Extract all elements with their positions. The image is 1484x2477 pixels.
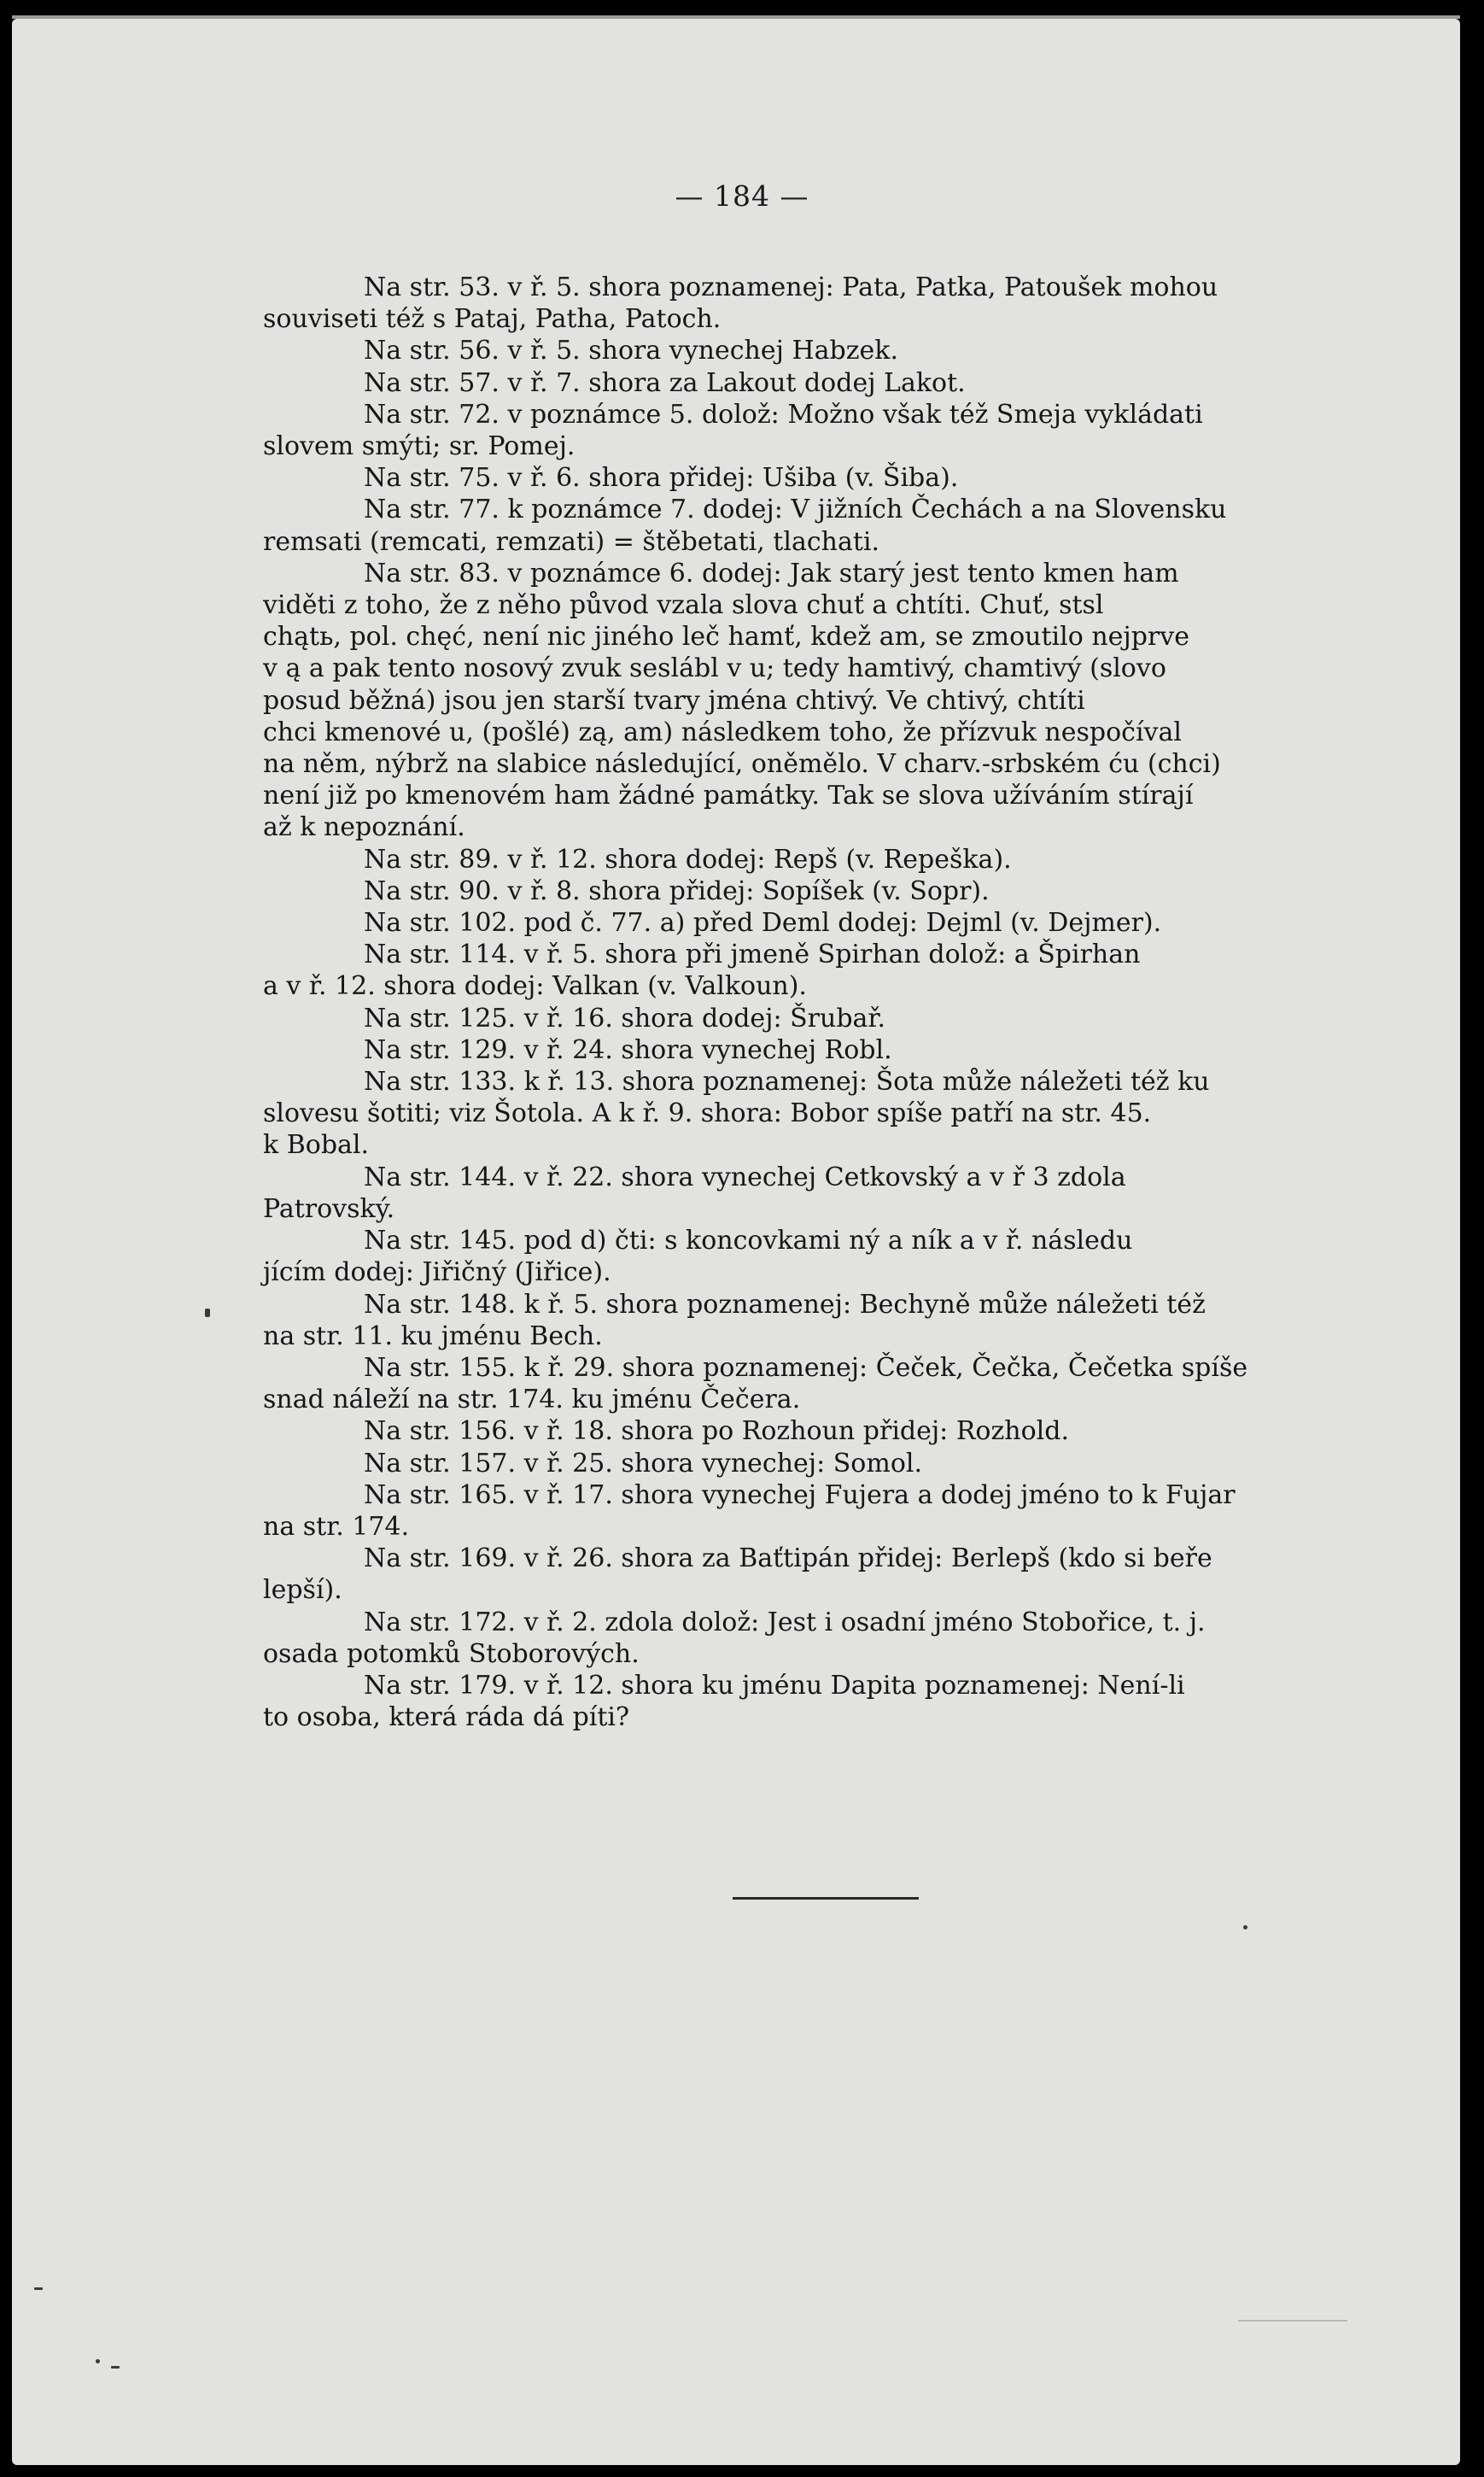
text-line: lepší). bbox=[263, 1575, 342, 1606]
text-line: Na str. 114. v ř. 5. shora při jmeně Spirhan dolož: a Špirhan bbox=[364, 940, 1141, 970]
text-line: chątь, pol. chęć, není nic jiného leč hamť, kdež am, se zmoutilo nejprve bbox=[263, 622, 1189, 653]
text-line: na str. 11. ku jménu Bech. bbox=[263, 1320, 603, 1351]
text-line: slovesu šotiti; viz Šotola. A k ř. 9. shora: Bobor spíše patří na str. 45. bbox=[263, 1098, 1152, 1129]
text-line: Na str. 90. v ř. 8. shora přidej: Sopíšek (v. Sopr). bbox=[364, 875, 990, 906]
text-line: snad náleží na str. 174. ku jménu Čečera. bbox=[263, 1385, 801, 1415]
text-line: na str. 174. bbox=[263, 1511, 410, 1542]
text-line: a v ř. 12. shora dodej: Valkan (v. Valkoun). bbox=[263, 971, 807, 1002]
text-line: souviseti též s Pataj, Patha, Patoch. bbox=[263, 304, 722, 335]
page-number: — 184 — bbox=[675, 179, 809, 213]
text-line: Na str. 144. v ř. 22. shora vynechej Cetkovský a v ř 3 zdola bbox=[364, 1162, 1126, 1192]
text-line: Na str. 156. v ř. 18. shora po Rozhoun přidej: Rozhold. bbox=[364, 1416, 1069, 1447]
faint-rule-mark bbox=[1238, 2320, 1347, 2322]
text-line: Na str. 75. v ř. 6. shora přidej: Ušiba (v. Šiba). bbox=[364, 463, 959, 494]
text-line: až k nepoznání. bbox=[263, 812, 465, 843]
text-line: remsati (remcati, remzati) = štěbetati, tlachati. bbox=[263, 526, 880, 557]
text-line: slovem smýti; sr. Pomej. bbox=[263, 431, 575, 462]
text-line: Na str. 165. v ř. 17. shora vynechej Fujera a dodej jméno to k Fujar bbox=[364, 1479, 1236, 1510]
text-line: Na str. 77. k poznámce 7. dodej: V jižních Čechách a na Slovensku bbox=[364, 495, 1227, 525]
text-line: viděti z toho, že z něho původ vzala slova chuť a chtíti. Chuť, stsl bbox=[263, 590, 1104, 621]
text-line: chci kmenové u, (pošlé) zą, am) následkem toho, že přízvuk nespočíval bbox=[263, 717, 1182, 747]
text-line: na něm, nýbrž na slabice následující, oněmělo. V charv.-srbském ću (chci) bbox=[263, 749, 1221, 780]
text-line: Patrovský. bbox=[263, 1193, 395, 1224]
text-line: jícím dodej: Jiřičný (Jiřice). bbox=[263, 1257, 611, 1288]
text-line: Na str. 169. v ř. 26. shora za Baťtipán přidej: Berlepš (kdo si beře bbox=[364, 1543, 1212, 1574]
text-line: Na str. 179. v ř. 12. shora ku jménu Dapita poznamenej: Není-li bbox=[364, 1670, 1185, 1701]
text-line: to osoba, která ráda dá píti? bbox=[263, 1702, 630, 1733]
dust-speck bbox=[1243, 1925, 1247, 1929]
text-line: Na str. 83. v poznámce 6. dodej: Jak starý jest tento kmen ham bbox=[364, 558, 1179, 589]
text-line: Na str. 133. k ř. 13. shora poznamenej: Šota může náležeti též ku bbox=[364, 1067, 1210, 1098]
text-line: osada potomků Stoborových. bbox=[263, 1638, 640, 1669]
dust-speck bbox=[96, 2359, 100, 2363]
text-line: Na str. 57. v ř. 7. shora za Lakout dodej Lakot. bbox=[364, 367, 966, 398]
text-line: Na str. 102. pod č. 77. a) před Deml dodej: Dejml (v. Dejmer). bbox=[364, 908, 1162, 939]
dust-speck bbox=[34, 2287, 43, 2290]
text-line: Na str. 145. pod d) čti: s koncovkami ný a ník a v ř. následu bbox=[364, 1226, 1133, 1256]
text-line: Na str. 89. v ř. 12. shora dodej: Repš (v. Repeška). bbox=[364, 844, 1012, 875]
end-rule bbox=[733, 1897, 919, 1900]
errata-text bbox=[263, 272, 1407, 1733]
text-line: Na str. 129. v ř. 24. shora vynechej Robl. bbox=[364, 1034, 892, 1065]
text-line: v ą a pak tento nosový zvuk seslábl v u; tedy hamtivý, chamtivý (slovo bbox=[263, 653, 1166, 684]
dust-speck bbox=[205, 1309, 210, 1317]
text-line: Na str. 155. k ř. 29. shora poznamenej: Čeček, Čečka, Čečetka spíše bbox=[364, 1352, 1248, 1383]
text-line: není již po kmenovém ham žádné památky. Tak se slova užíváním stírají bbox=[263, 781, 1194, 811]
text-line: Na str. 157. v ř. 25. shora vynechej: Somol. bbox=[364, 1448, 923, 1479]
dust-speck bbox=[111, 2366, 120, 2369]
text-line: Na str. 172. v ř. 2. zdola dolož: Jest i osadní jméno Stobořice, t. j. bbox=[364, 1607, 1206, 1637]
text-line: Na str. 56. v ř. 5. shora vynechej Habzek. bbox=[364, 336, 899, 366]
text-line: Na str. 72. v poznámce 5. dolož: Možno však též Smeja vykládati bbox=[364, 399, 1203, 430]
text-line: Na str. 125. v ř. 16. shora dodej: Šrubař. bbox=[364, 1003, 886, 1034]
text-line: k Bobal. bbox=[263, 1130, 370, 1161]
text-line: Na str. 53. v ř. 5. shora poznamenej: Pata, Patka, Patoušek mohou bbox=[364, 272, 1218, 302]
text-line: Na str. 148. k ř. 5. shora poznamenej: Bechyně může náležeti též bbox=[364, 1289, 1206, 1320]
text-line: posud běžná) jsou jen starší tvary jména chtivý. Ve chtivý, chtíti bbox=[263, 685, 1085, 716]
